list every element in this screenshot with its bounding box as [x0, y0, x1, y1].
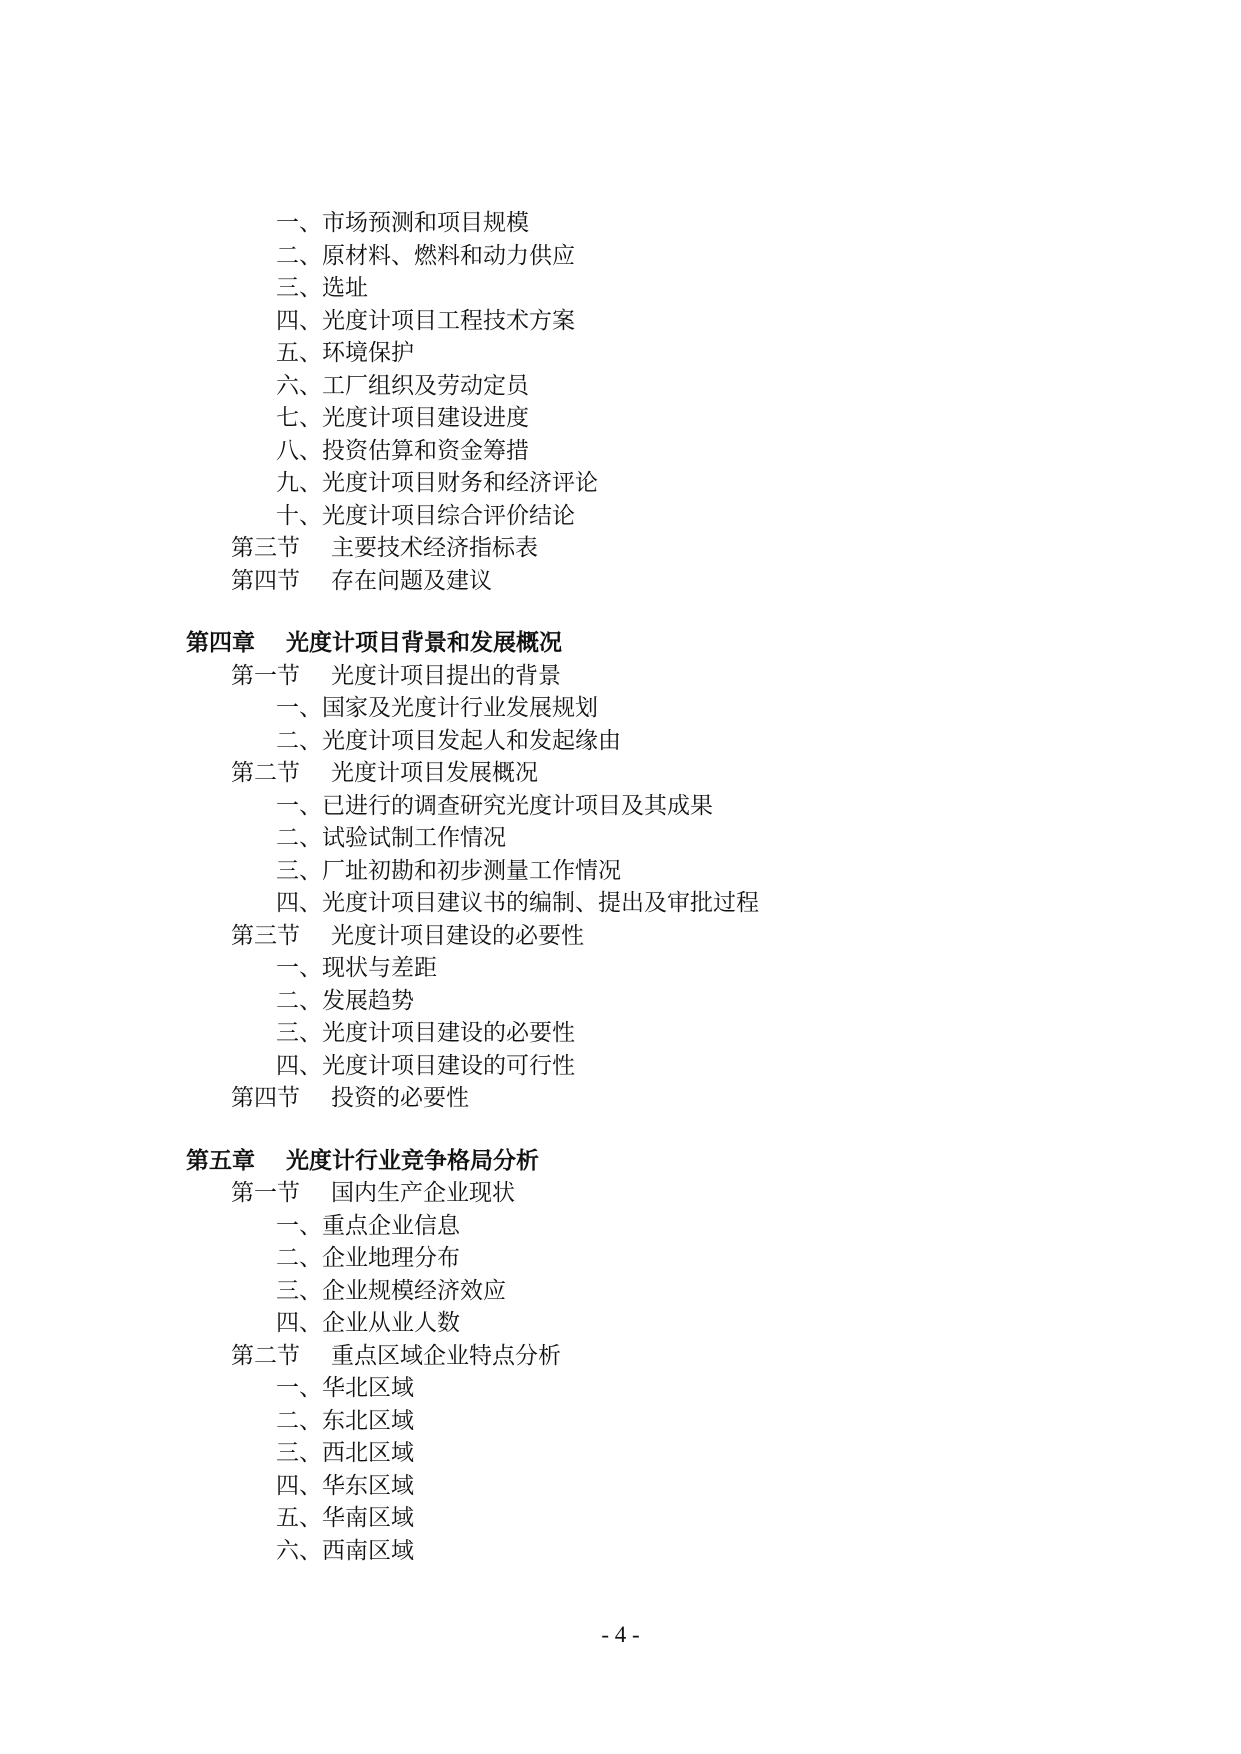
toc-item-entry: 十、光度计项目综合评价结论 — [276, 502, 575, 529]
toc-item-entry: 五、华南区域 — [276, 1505, 414, 1531]
toc-item-entry: 四、光度计项目建设的可行性 — [276, 1052, 575, 1079]
toc-item-entry: 三、西北区域 — [276, 1440, 414, 1466]
section-number: 第四节 — [231, 567, 300, 594]
section-title: 光度计项目建设的必要性 — [331, 922, 584, 949]
toc-item-entry: 三、厂址初勘和初步测量工作情况 — [276, 857, 621, 884]
toc-section-entry — [186, 1177, 1086, 1210]
chapter-number: 第四章 — [186, 629, 255, 656]
page-number: - 4 - — [601, 1622, 640, 1647]
table-of-contents — [186, 207, 1086, 1567]
toc-section-entry — [186, 920, 1086, 953]
toc-item-entry: 二、东北区域 — [276, 1407, 414, 1434]
toc-item-entry: 五、环境保护 — [276, 340, 414, 366]
section-number: 第二节 — [231, 1342, 300, 1369]
toc-item-entry: 二、发展趋势 — [276, 987, 414, 1014]
section-title: 国内生产企业现状 — [331, 1180, 515, 1206]
section-number: 第一节 — [231, 662, 300, 689]
section-number: 第四节 — [231, 1085, 300, 1111]
toc-chapter-heading — [186, 627, 1086, 660]
toc-item-entry: 四、光度计项目工程技术方案 — [276, 307, 575, 334]
toc-item-entry: 三、选址 — [276, 275, 368, 301]
toc-section-entry — [186, 532, 1086, 565]
section-number: 第三节 — [231, 922, 300, 949]
chapter-number: 第五章 — [186, 1146, 255, 1174]
toc-item-entry: 一、现状与差距 — [276, 955, 437, 981]
section-title: 光度计项目提出的背景 — [331, 662, 561, 689]
section-title: 存在问题及建议 — [331, 567, 492, 594]
toc-section-entry — [186, 757, 1086, 790]
toc-item-entry: 九、光度计项目财务和经济评论 — [276, 470, 598, 496]
section-number: 第三节 — [231, 535, 300, 561]
toc-item-entry: 二、原材料、燃料和动力供应 — [276, 242, 575, 269]
toc-item-entry: 六、西南区域 — [276, 1537, 414, 1564]
toc-item-entry: 四、企业从业人数 — [276, 1310, 460, 1336]
toc-item-entry: 二、企业地理分布 — [276, 1245, 460, 1271]
chapter-title: 光度计项目背景和发展概况 — [286, 629, 562, 656]
toc-chapter-heading — [186, 1145, 1086, 1178]
toc-item-entry: 一、市场预测和项目规模 — [276, 210, 529, 236]
toc-item-entry: 三、企业规模经济效应 — [276, 1277, 506, 1304]
toc-section-entry — [186, 1082, 1086, 1115]
toc-item-entry: 一、国家及光度计行业发展规划 — [276, 695, 598, 721]
section-number: 第二节 — [231, 760, 300, 786]
toc-item-entry: 八、投资估算和资金筹措 — [276, 437, 529, 464]
toc-item-entry: 三、光度计项目建设的必要性 — [276, 1020, 575, 1046]
toc-item-entry: 一、已进行的调查研究光度计项目及其成果 — [276, 792, 713, 819]
section-number: 第一节 — [231, 1180, 300, 1206]
toc-item-entry: 六、工厂组织及劳动定员 — [276, 372, 529, 399]
toc-section-entry — [186, 1340, 1086, 1373]
section-title: 光度计项目发展概况 — [331, 760, 538, 786]
toc-item-entry: 四、华东区域 — [276, 1472, 414, 1499]
toc-item-entry: 一、重点企业信息 — [276, 1212, 460, 1239]
toc-section-entry — [186, 565, 1086, 598]
toc-item-entry: 二、光度计项目发起人和发起缘由 — [276, 727, 621, 754]
section-title: 重点区域企业特点分析 — [331, 1342, 561, 1369]
toc-item-entry: 四、光度计项目建议书的编制、提出及审批过程 — [276, 890, 759, 916]
toc-section-entry — [186, 660, 1086, 693]
section-title: 投资的必要性 — [331, 1085, 469, 1111]
toc-item-entry: 一、华北区域 — [276, 1375, 414, 1401]
chapter-title: 光度计行业竞争格局分析 — [286, 1146, 539, 1174]
toc-item-entry: 二、试验试制工作情况 — [276, 825, 506, 851]
toc-item-entry: 七、光度计项目建设进度 — [276, 405, 529, 431]
section-title: 主要技术经济指标表 — [331, 535, 538, 561]
